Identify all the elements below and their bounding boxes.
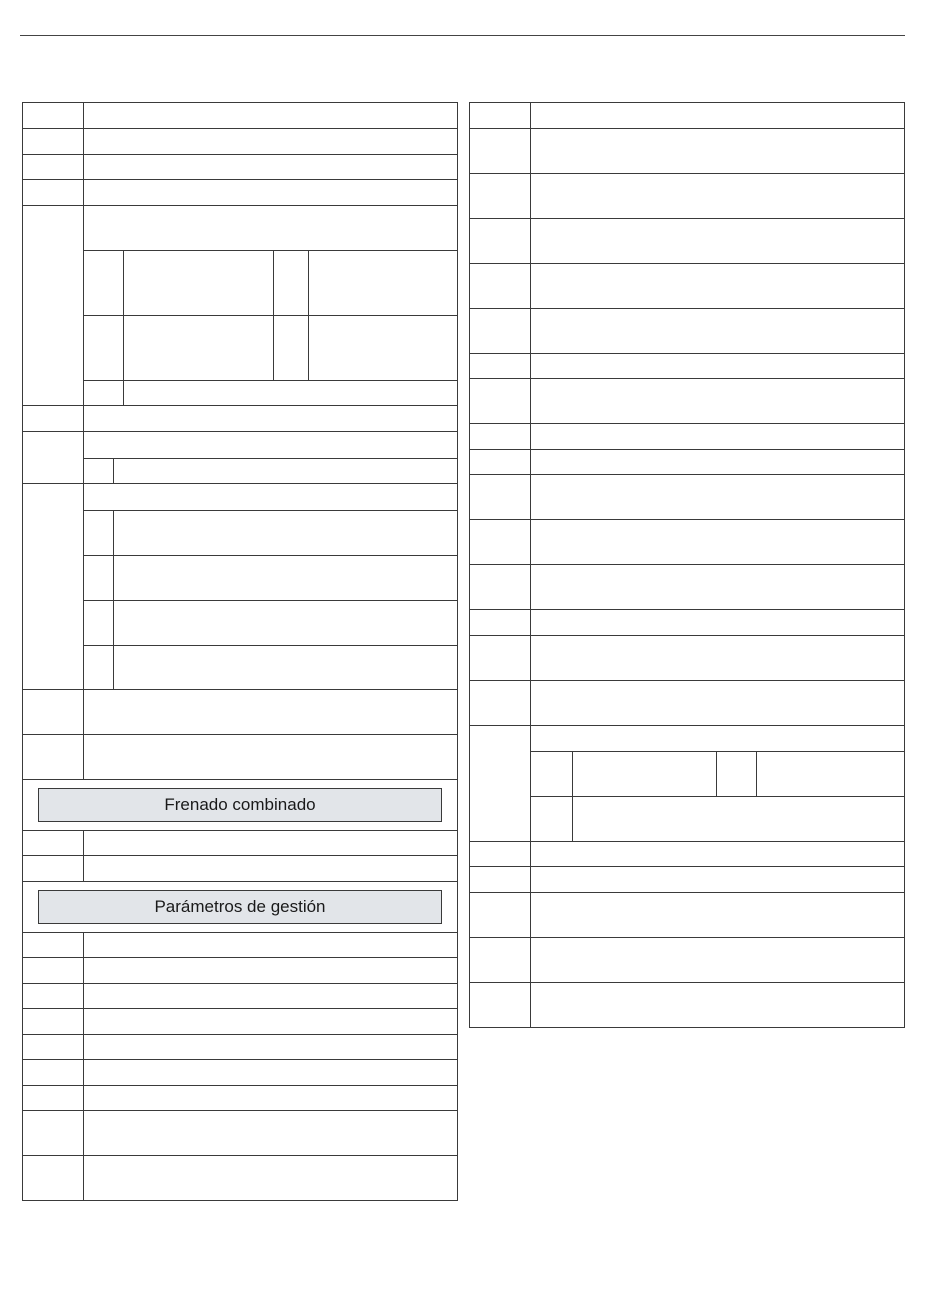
table-row [469,129,905,174]
table-row [22,406,458,432]
section-title: Parámetros de gestión [154,897,326,916]
right-parameter-table [469,102,905,1028]
table-row-group [22,432,458,484]
table-row [469,610,905,636]
table-row [469,174,905,219]
table-row [469,565,905,610]
table-row [22,958,458,984]
left-parameter-table [22,102,458,1201]
table-row [469,938,905,983]
table-row [469,379,905,424]
table-row-group [22,206,458,406]
table-row [469,354,905,379]
section-row [22,882,458,933]
table-row [22,984,458,1009]
table-row [469,264,905,309]
table-row [22,1086,458,1111]
table-row [469,893,905,938]
table-row [469,424,905,450]
table-row [22,180,458,206]
table-row [22,155,458,180]
table-row-group [469,726,905,842]
section-row [22,780,458,831]
table-row [469,102,905,129]
table-row [469,983,905,1028]
table-row [22,735,458,780]
table-row [469,636,905,681]
table-row [469,842,905,867]
table-row [469,867,905,893]
table-row [22,129,458,155]
section-banner-management-parameters [38,890,442,924]
page-header-rule [20,35,905,36]
table-row-group [22,484,458,690]
table-row [22,1156,458,1201]
section-title: Frenado combinado [164,795,316,814]
table-row [22,1060,458,1086]
table-row [22,1009,458,1035]
table-row [469,219,905,264]
table-row [22,831,458,856]
table-row [469,681,905,726]
table-row [22,1111,458,1156]
table-row [22,933,458,958]
table-row [469,520,905,565]
section-banner-combined-braking [38,788,442,822]
table-row [469,450,905,475]
table-row [22,102,458,129]
table-row [22,1035,458,1060]
table-row [22,856,458,882]
table-row [469,309,905,354]
table-row [22,690,458,735]
table-row [469,475,905,520]
